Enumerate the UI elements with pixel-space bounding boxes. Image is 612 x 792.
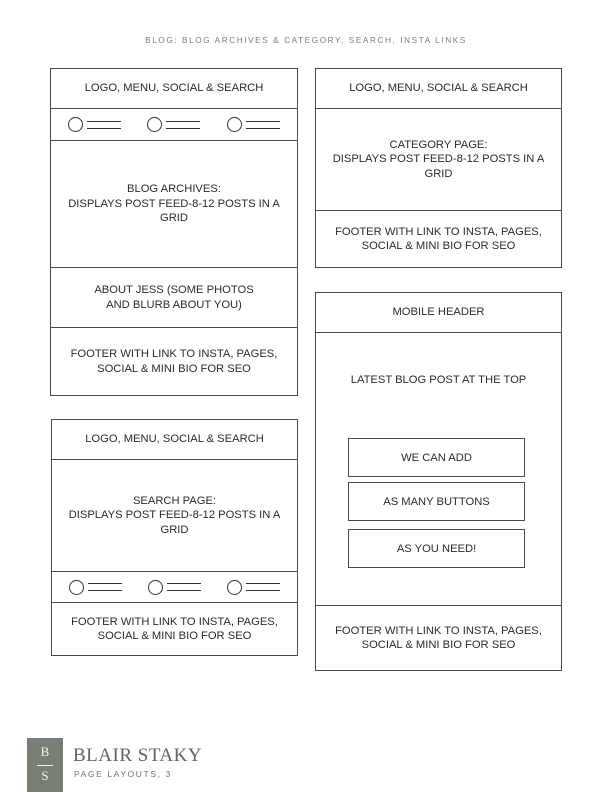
brand-subtitle: PAGE LAYOUTS, 3 bbox=[74, 769, 172, 779]
text-lines-icon bbox=[246, 121, 280, 129]
mobile-header: MOBILE HEADER bbox=[392, 306, 485, 319]
archives-footer bbox=[51, 327, 297, 395]
text-lines-icon bbox=[87, 121, 121, 129]
insta-link-item bbox=[147, 117, 200, 132]
page-title: BLOG: BLOG ARCHIVES & CATEGORY, SEARCH, INSTA LINKS bbox=[145, 36, 467, 45]
insta-link-item bbox=[227, 117, 280, 132]
archives-insta-icons-row bbox=[51, 108, 297, 140]
category-footer bbox=[316, 210, 561, 267]
insta-link-item bbox=[227, 580, 280, 595]
brand-mark-bottom: S bbox=[41, 768, 49, 783]
category-page-layout bbox=[315, 68, 562, 268]
search-content bbox=[52, 459, 297, 571]
text-lines-icon bbox=[88, 583, 122, 591]
brand-logo bbox=[27, 738, 63, 792]
as-many-buttons-button[interactable]: AS MANY BUTTONS bbox=[348, 482, 525, 521]
archives-content-text: BLOG ARCHIVES: DISPLAYS POST FEED-8-12 POSTS IN A GRID bbox=[68, 183, 280, 225]
as-you-need-button[interactable]: AS YOU NEED! bbox=[348, 529, 525, 568]
insta-link-item bbox=[68, 117, 121, 132]
search-header: LOGO, MENU, SOCIAL & SEARCH bbox=[85, 433, 264, 446]
category-header: LOGO, MENU, SOCIAL & SEARCH bbox=[349, 82, 528, 95]
circle-icon bbox=[148, 580, 163, 595]
mobile-footer-text: FOOTER WITH LINK TO INSTA, PAGES, SOCIAL & MINI BIO FOR SEO bbox=[335, 624, 542, 651]
circle-icon bbox=[147, 117, 162, 132]
circle-icon bbox=[227, 580, 242, 595]
circle-icon bbox=[68, 117, 83, 132]
archives-footer-text: FOOTER WITH LINK TO INSTA, PAGES, SOCIAL & MINI BIO FOR SEO bbox=[70, 348, 278, 375]
we-can-add-button[interactable]: WE CAN ADD bbox=[348, 438, 525, 477]
brand-name: BLAIR STAKY bbox=[73, 745, 203, 766]
blog-archives-layout bbox=[50, 68, 298, 396]
search-page-layout bbox=[51, 419, 298, 656]
search-content-text: SEARCH PAGE: DISPLAYS POST FEED-8-12 POSTS IN A GRID bbox=[68, 494, 281, 536]
brand-mark-divider bbox=[37, 765, 53, 766]
search-insta-icons-row bbox=[52, 571, 297, 602]
text-lines-icon bbox=[167, 583, 201, 591]
archives-about bbox=[51, 267, 297, 327]
category-content-text: CATEGORY PAGE: DISPLAYS POST FEED-8-12 POSTS IN A GRID bbox=[332, 138, 545, 180]
text-lines-icon bbox=[166, 121, 200, 129]
archives-content bbox=[51, 140, 297, 267]
brand-mark-top: B bbox=[40, 744, 50, 759]
category-footer-text: FOOTER WITH LINK TO INSTA, PAGES, SOCIAL & MINI BIO FOR SEO bbox=[335, 225, 542, 252]
mobile-footer bbox=[316, 605, 561, 670]
insta-link-item bbox=[69, 580, 122, 595]
search-footer bbox=[52, 602, 297, 655]
category-content bbox=[316, 108, 561, 210]
insta-link-item bbox=[148, 580, 201, 595]
mobile-layout bbox=[315, 292, 562, 671]
text-lines-icon bbox=[246, 583, 280, 591]
archives-header: LOGO, MENU, SOCIAL & SEARCH bbox=[84, 82, 264, 95]
circle-icon bbox=[227, 117, 242, 132]
archives-about-text: ABOUT JESS (SOME PHOTOS AND BLURB ABOUT YOU) bbox=[94, 284, 254, 311]
circle-icon bbox=[69, 580, 84, 595]
search-footer-text: FOOTER WITH LINK TO INSTA, PAGES, SOCIAL & MINI BIO FOR SEO bbox=[71, 615, 278, 642]
mobile-content-text: LATEST BLOG POST AT THE TOP bbox=[350, 374, 527, 386]
